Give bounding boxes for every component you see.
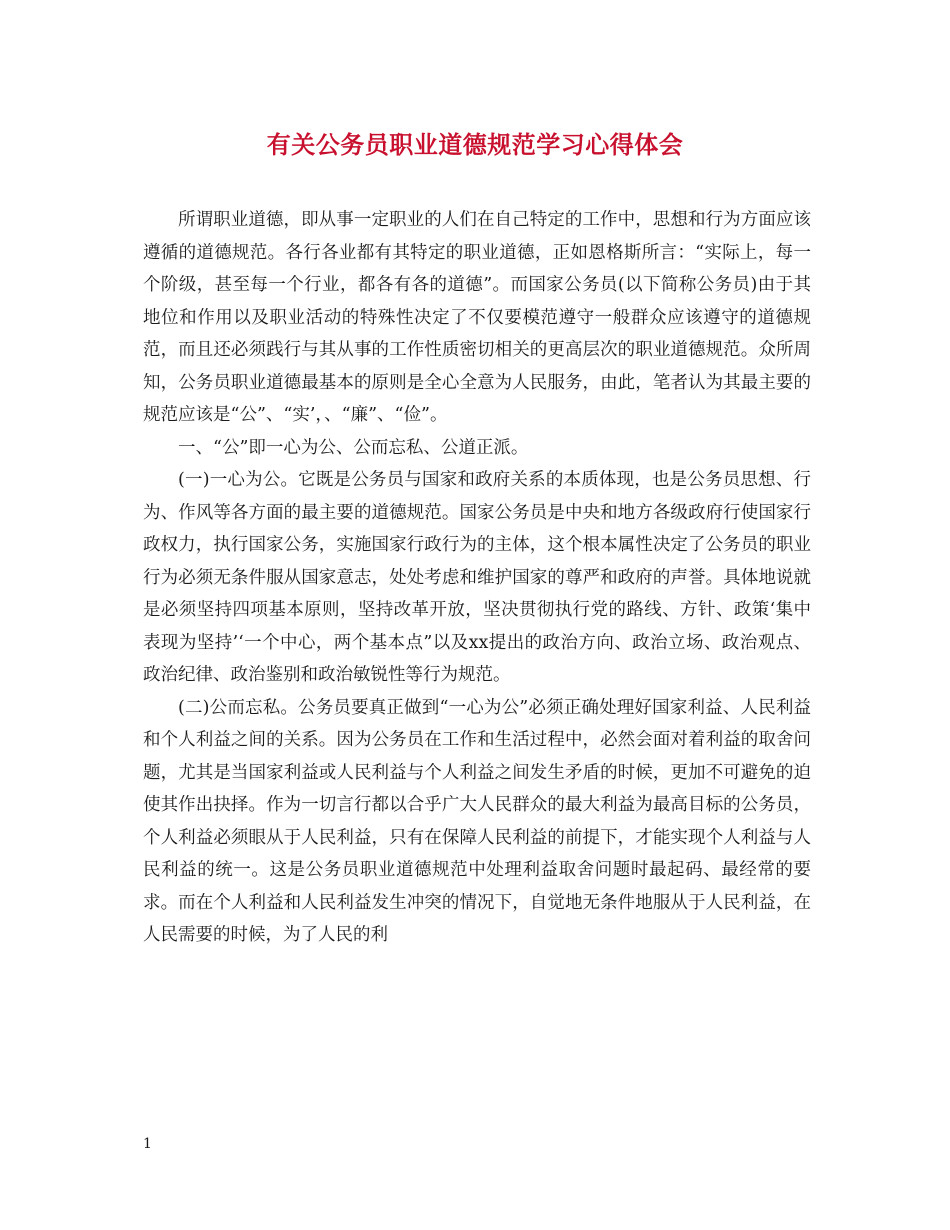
paragraph-point-one: (一)一心为公。它既是公务员与国家和政府关系的本质体现，也是公务员思想、行为、作风等各方面的最主要的道德规范。国家公务员是中央和地方各级政府行使国家行政权力，执行国家公务，实施国家行政行为的主体，这个根本属性决定了公务员的职业行为必须无条件服从国家意志，处处考虑和维护国家的尊严和政府的声誉。具体地说就是必须坚持四项基本原则，坚持改革开放，坚决贯彻执行党的路线、方针、政策‘集中表现为坚持’‘一个中心，两个基本点”以及xx提出的政治方向、政治立场、政治观点、政治纪律、政治鉴别和政治敏锐性等行为规范。 <box>143 470 811 685</box>
paragraph-intro: 所谓职业道德，即从事一定职业的人们在自己特定的工作中，思想和行为方面应该遵循的道德规范。各行各业都有其特定的职业道德，正如恩格斯所言：“实际上，每一个阶级，甚至每一个行业，都各有各的道德”。而国家公务员(以下简称公务员)由于其地位和作用以及职业活动的特殊性决定了不仅要模范遵守一般群众应该遵守的道德规范，而且还必须践行与其从事的工作性质密切相关的更高层次的职业道德规范。众所周知，公务员职业道德最基本的原则是全心全意为人民服务，由此，笔者认为其最主要的规范应该是“公”、“实’，、“廉”、“俭”。 <box>143 210 811 425</box>
document-title: 有关公务员职业道德规范学习心得体会 <box>266 130 684 159</box>
document-body <box>143 204 811 952</box>
paragraph-point-two: (二)公而忘私。公务员要真正做到“一心为公”必须正确处理好国家利益、人民利益和个人利益之间的关系。因为公务员在工作和生活过程中，必然会面对着利益的取舍问题，尤其是当国家利益或人民利益与个人利益之间发生矛盾的时候，更加不可避免的迫使其作出抉择。作为一切言行都以合乎广大人民群众的最大利益为最高目标的公务员，个人利益必须眼从于人民利益，只有在保障人民利益的前提下，才能实现个人利益与人民利益的统一。这是公务员职业道德规范中处理利益取舍问题时最起码、最经常的要求。而在个人利益和人民利益发生冲突的情况下，自觉地无条件地服从于人民利益，在人民需要的时候，为了人民的利 <box>143 697 811 945</box>
page-number: 1 <box>143 1136 152 1152</box>
paragraph-section-heading: 一、“公”即一心为公、公而忘私、公道正派。 <box>178 437 529 458</box>
